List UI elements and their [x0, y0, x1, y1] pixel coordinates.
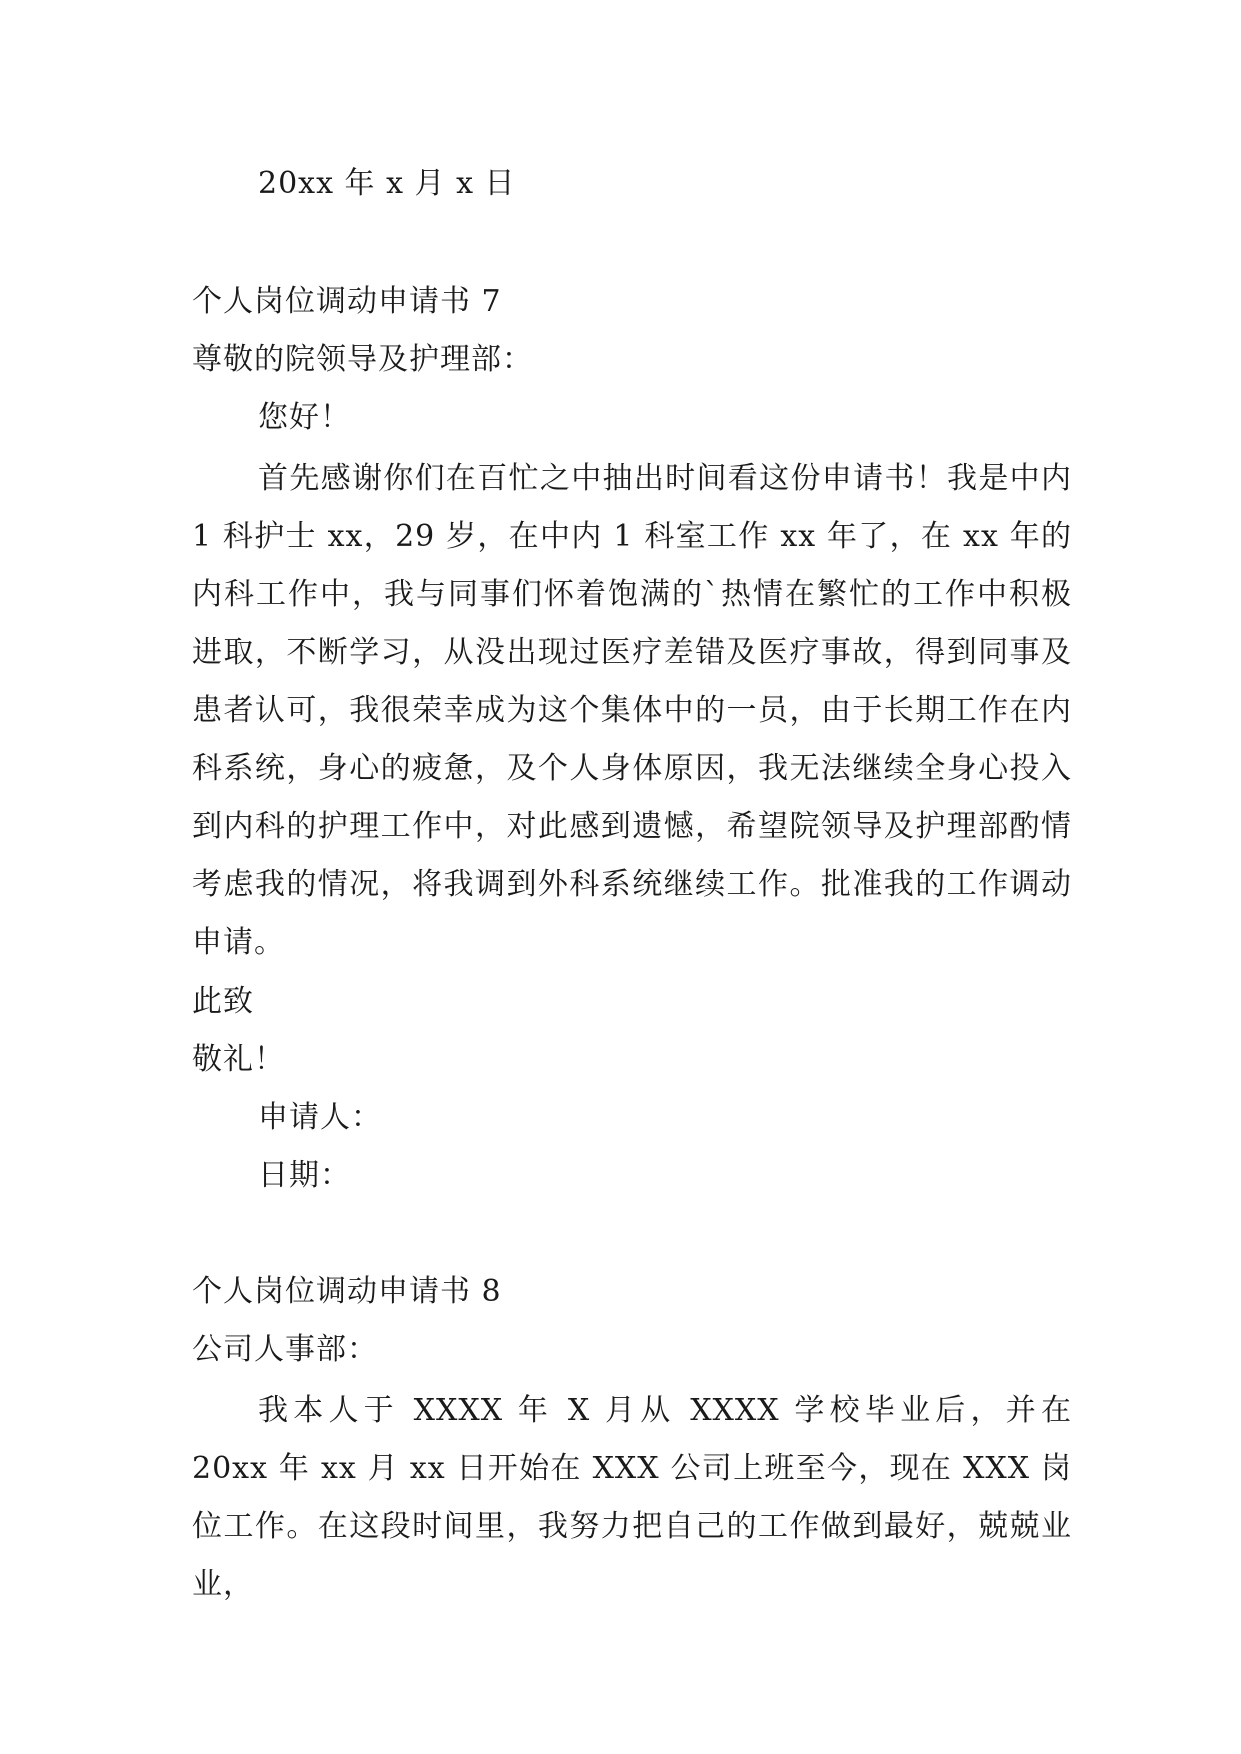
- section-7-closing-2: 敬礼！: [192, 1042, 285, 1077]
- section-7-salutation: 尊敬的院领导及护理部：: [192, 342, 533, 377]
- section-7-body: 首先感谢你们在百忙之中抽出时间看这份申请书！我是中内 1 科护士 xx，29 岁，在中内 1 科室工作 xx 年了，在 xx 年的内科工作中，我与同事们怀着饱满的`热情在繁忙的工作中积极进取，不断学习，从没出现过医疗差错及医疗事故，得到同事及患者认可，我很荣幸成为这个集体中的一员，由于长期工作在内科系统，身心的疲惫，及个人身体原因，我无法继续全身心投入到内科的护理工作中，对此感到遗憾，希望院领导及护理部酌情考虑我的情况，将我调到外科系统继续工作。批准我的工作调动申请。: [192, 461, 1072, 960]
- section-8-body: 我本人于 XXXX 年 X 月从 XXXX 学校毕业后，并在 20xx 年 xx 月 xx 日开始在 XXX 公司上班至今，现在 XXX 岗位工作。在这段时间里，我努力把自己的工作做到最好，兢兢业业，: [192, 1393, 1072, 1602]
- section-7-title: 个人岗位调动申请书 7: [192, 284, 502, 319]
- section-7-greeting: 您好！: [258, 400, 351, 435]
- section-8-title: 个人岗位调动申请书 8: [192, 1274, 502, 1309]
- section-8-salutation: 公司人事部：: [192, 1332, 378, 1367]
- section-7-closing-1: 此致: [192, 984, 254, 1019]
- date-line: 20xx 年 x 月 x 日: [258, 166, 516, 201]
- section-7-applicant: 申请人：: [258, 1100, 382, 1135]
- section-7-date: 日期：: [258, 1158, 351, 1193]
